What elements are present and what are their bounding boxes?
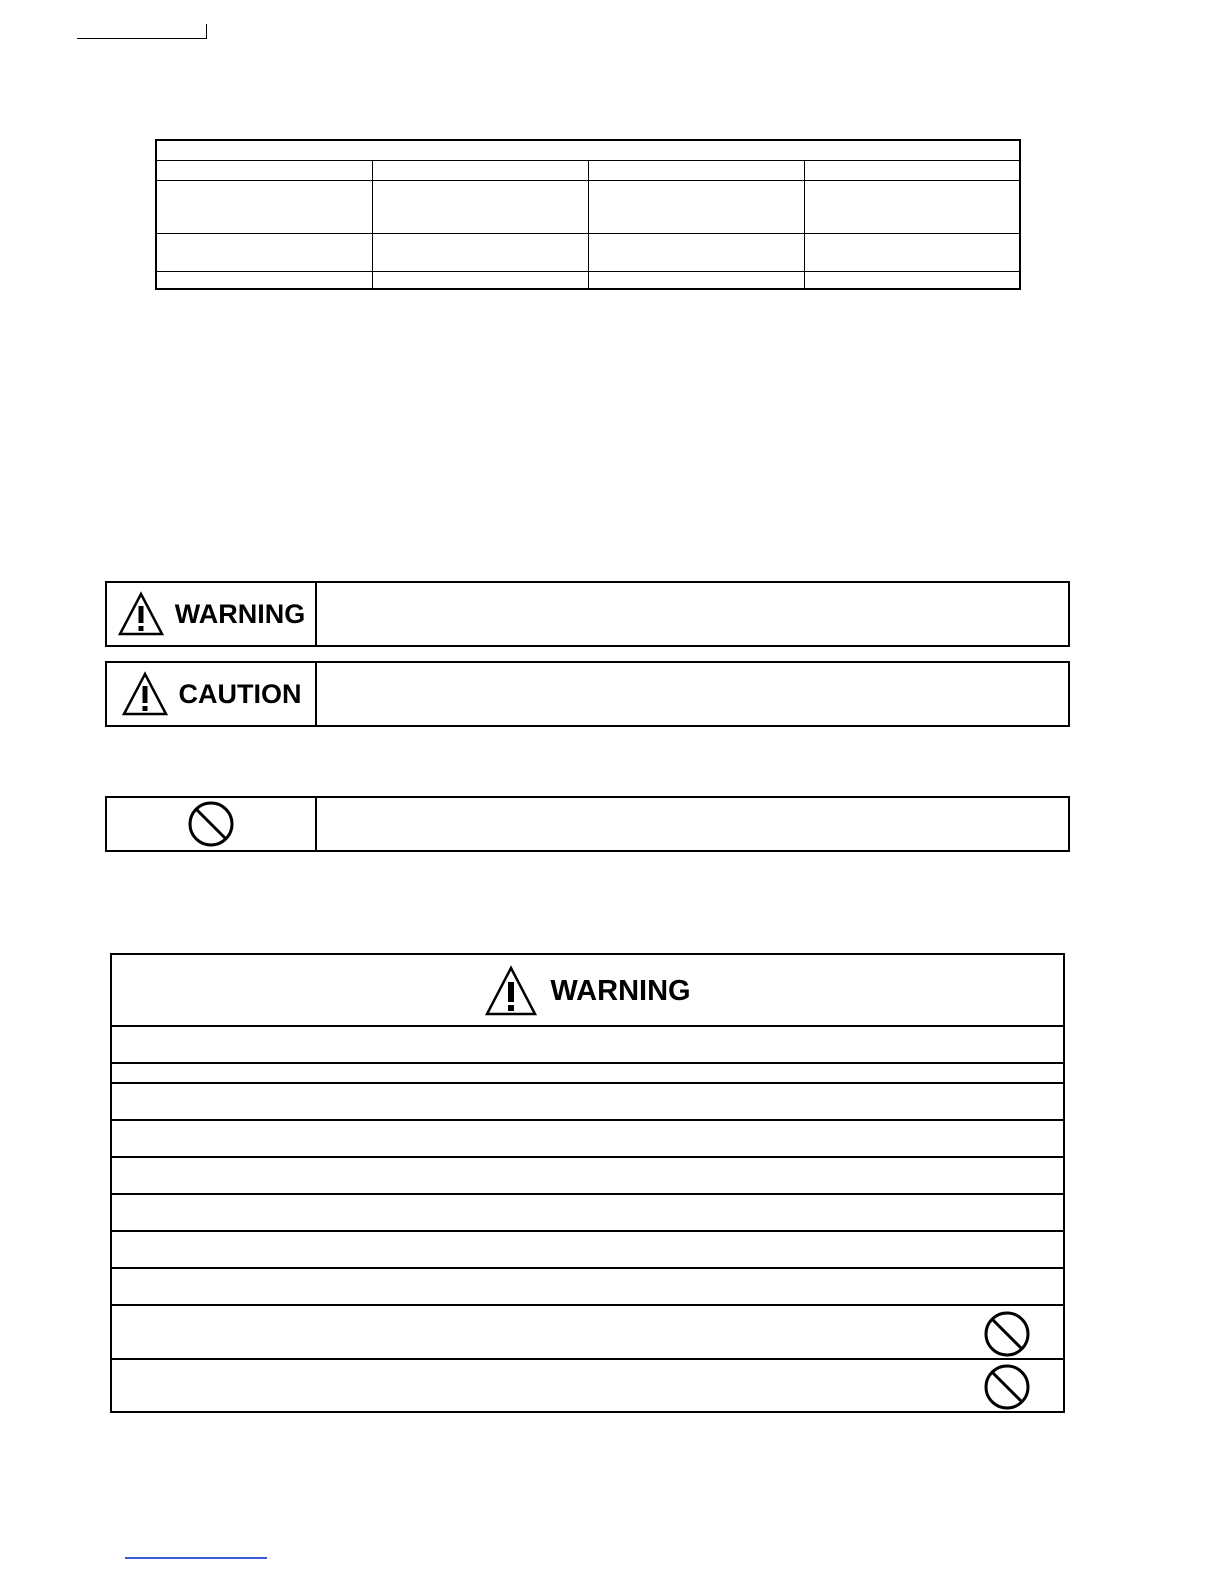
caution-label: CAUTION — [178, 678, 302, 709]
warning-label-cell — [107, 583, 317, 645]
spec-table-col-divider — [588, 160, 589, 288]
table-row-divider — [112, 1304, 1063, 1306]
warning-table-header — [112, 955, 1063, 1027]
table-row-divider — [112, 1230, 1063, 1232]
table-row-divider — [112, 1358, 1063, 1360]
prohibited-icon-cell — [107, 798, 317, 850]
prohibition-icon — [187, 800, 235, 848]
warning-triangle-icon — [484, 965, 538, 1017]
table-row-divider — [112, 1062, 1063, 1064]
table-row-divider — [112, 1267, 1063, 1269]
prohibited-notice — [105, 796, 1070, 852]
table-row-divider — [112, 1156, 1063, 1158]
table-row-divider — [112, 1193, 1063, 1195]
warning-notice — [105, 581, 1070, 647]
warning-table-heading: WARNING — [550, 974, 691, 1007]
spec-table-col-divider — [804, 160, 805, 288]
warning-table — [110, 953, 1065, 1413]
caution-notice — [105, 661, 1070, 727]
table-row-divider — [112, 1119, 1063, 1121]
page-corner-mark — [77, 24, 207, 39]
caution-label-cell — [107, 663, 317, 725]
spec-table — [155, 139, 1021, 290]
prohibition-icon — [983, 1363, 1031, 1411]
warning-triangle-icon — [117, 591, 165, 637]
warning-triangle-icon — [121, 671, 169, 717]
table-row-divider — [112, 1082, 1063, 1084]
prohibition-icon — [983, 1310, 1031, 1358]
spec-table-col-divider — [372, 160, 373, 288]
warning-label: WARNING — [174, 598, 306, 629]
table-row-divider — [112, 1025, 1063, 1027]
footer-link[interactable] — [125, 1557, 267, 1559]
